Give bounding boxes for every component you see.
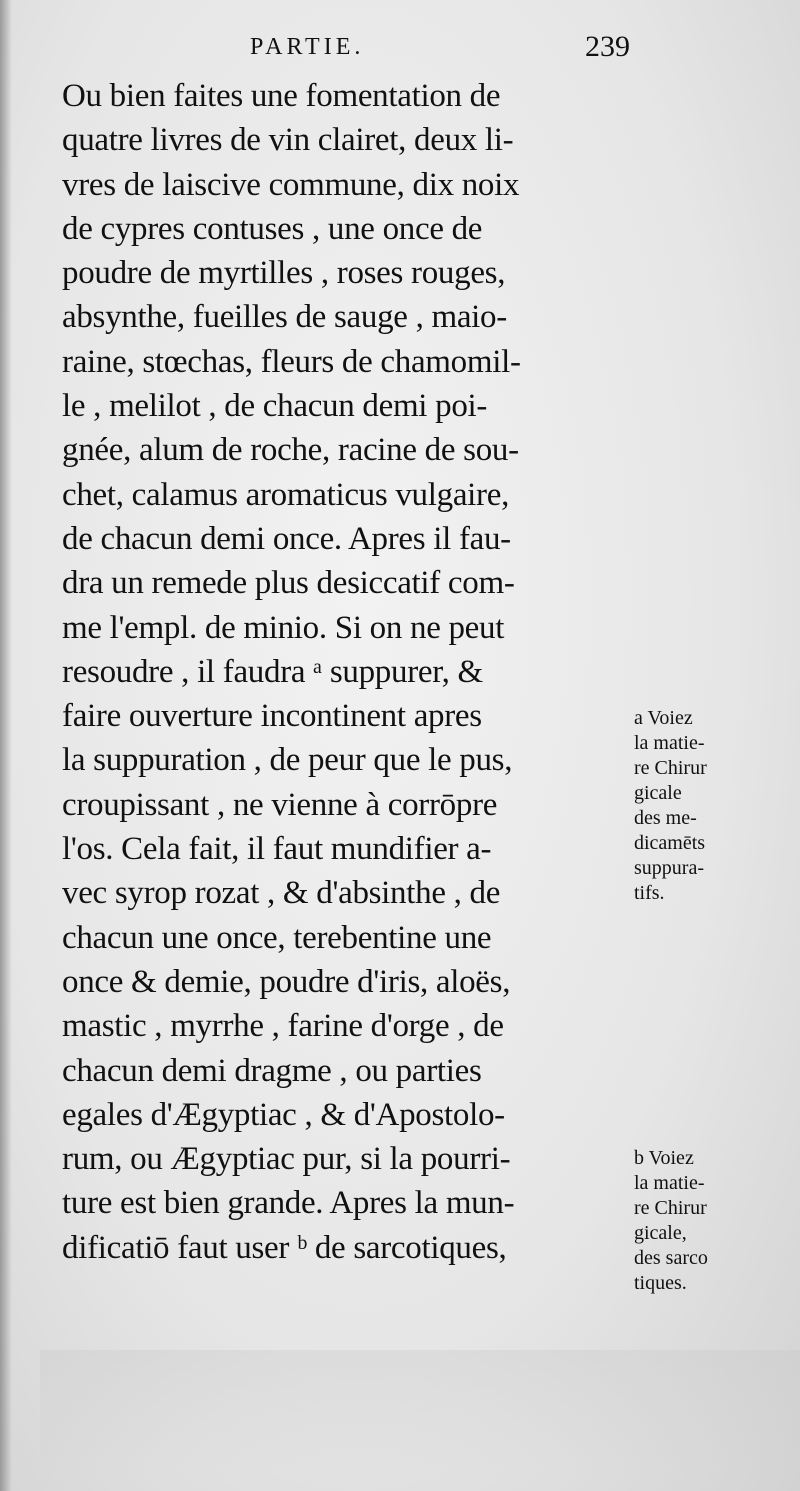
margin-note-line: des sarco (634, 1247, 708, 1269)
text-line: vres de laiscive commune, dix noix (62, 166, 520, 203)
margin-note-line: a Voiez (634, 707, 693, 729)
text-line: dra un remede plus desiccatif com- (62, 565, 515, 602)
text-line: poudre de myrtilles , roses rouges, (62, 255, 506, 292)
text-line: vec syrop rozat , & d'absinthe , de (62, 875, 501, 912)
text-line: de chacun demi once. Apres il fau- (62, 520, 511, 557)
text-line: raine, stœchas, fleurs de chamomil- (62, 343, 521, 380)
text-line: le , melilot , de chacun demi poi- (62, 388, 488, 425)
margin-note-line: suppura- (634, 857, 704, 879)
margin-note-line: dicamēts (634, 832, 706, 854)
margin-note-line: re Chirur (634, 757, 707, 779)
text-line: dificatiō faut user ᵇ de sarcotiques, (62, 1229, 507, 1266)
margin-note-b (634, 1146, 764, 1296)
margin-note-line: la matie- (634, 732, 705, 754)
text-line: once & demie, poudre d'iris, aloës, (62, 963, 511, 1000)
text-line: ture est bien grande. Apres la mun- (62, 1185, 515, 1222)
text-line: chacun demi dragme , ou parties (62, 1052, 482, 1089)
text-line: chacun une once, terebentine une (62, 919, 492, 956)
text-line: quatre livres de vin clairet, deux li- (62, 122, 514, 159)
margin-note-line: la matie- (634, 1172, 705, 1194)
text-line: egales d'Ægyptiac , & d'Apostolo- (62, 1096, 505, 1133)
text-line: de cypres contuses , une once de (62, 210, 483, 247)
text-line: la suppuration , de peur que le pus, (62, 742, 513, 779)
text-line: faire ouverture incontinent apres (62, 698, 482, 735)
text-line: resoudre , il faudra ᵃ suppurer, & (62, 653, 483, 690)
bleed-through-area (40, 1350, 800, 1470)
running-head-title: PARTIE. (250, 34, 365, 60)
page-gutter-shadow (0, 0, 12, 1491)
margin-note-line: des me- (634, 807, 697, 829)
margin-note-line: gicale (634, 782, 682, 804)
margin-note-line: b Voiez (634, 1147, 694, 1169)
text-line: mastic , myrrhe , farine d'orge , de (62, 1008, 504, 1045)
text-line: l'os. Cela fait, il faut mundifier a- (62, 831, 492, 868)
margin-note-line: re Chirur (634, 1197, 707, 1219)
text-line: Ou bien faites une fomentation de (62, 78, 501, 114)
margin-note-line: gicale, (634, 1222, 687, 1244)
text-line: rum, ou Ægyptiac pur, si la pourri- (62, 1141, 511, 1178)
page-number: 239 (585, 30, 630, 63)
body-text (62, 74, 630, 1270)
text-line: gnée, alum de roche, racine de sou- (62, 432, 519, 469)
margin-note-line: tifs. (634, 882, 665, 904)
text-line: chet, calamus aromaticus vulgaire, (62, 476, 510, 513)
text-line: croupissant , ne vienne à corrōpre (62, 786, 498, 823)
margin-note-a (634, 706, 764, 906)
margin-note-line: tiques. (634, 1272, 687, 1294)
text-line: absynthe, fueilles de sauge , maio- (62, 299, 507, 336)
text-line: me l'empl. de minio. Si on ne peut (62, 609, 505, 646)
running-head (250, 30, 630, 70)
